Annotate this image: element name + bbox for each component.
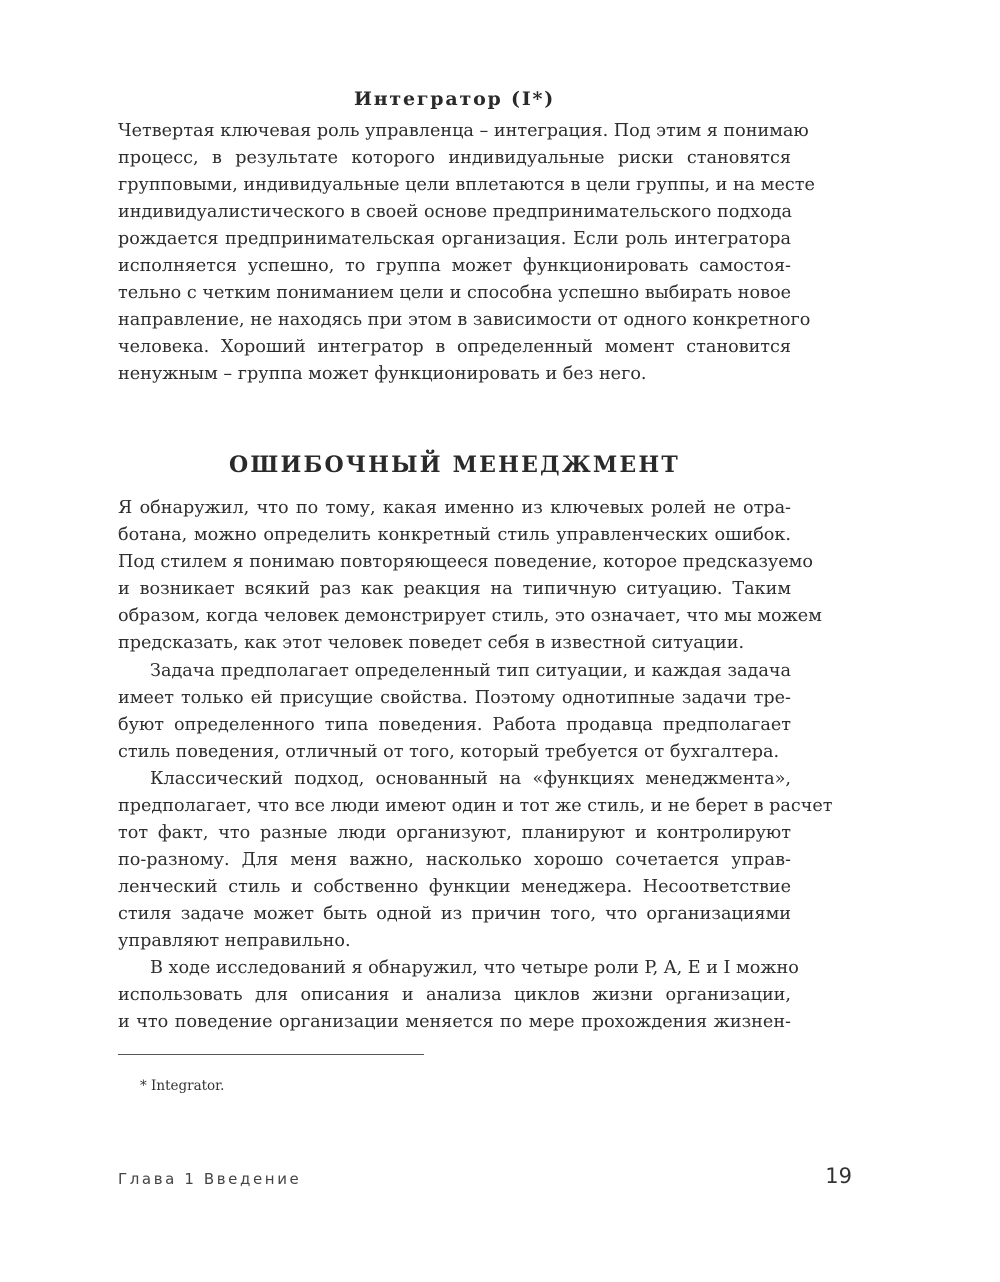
text-line: ботана, можно определить конкретный стиль управленческих ошибок. — [118, 525, 791, 545]
text-line: групповыми, индивидуальные цели вплетаются в цели группы, и на месте — [118, 175, 815, 195]
text-line: и возникает всякий раз как реакция на типичную ситуацию. Таким — [118, 579, 791, 599]
text-line: исполняется успешно, то группа может функционировать самостоя- — [118, 256, 791, 276]
page-number: 19 — [825, 1164, 852, 1188]
footnote-divider — [118, 1054, 424, 1055]
paragraph-3 — [118, 766, 833, 955]
text-line: Четвертая ключевая роль управленца – интеграция. Под этим я понимаю — [118, 121, 809, 141]
text-line: Я обнаружил, что по тому, какая именно из ключевых ролей не отра- — [118, 498, 791, 518]
text-line: индивидуалистического в своей основе предпринимательского подхода — [118, 202, 792, 222]
text-line: Классический подход, основанный на «функциях менеджмента», — [150, 769, 791, 789]
subsection-heading: Интегратор (I*) — [353, 88, 556, 110]
paragraph-1 — [118, 495, 822, 657]
text-line: ленческий стиль и собственно функции менеджера. Несоответствие — [118, 877, 791, 897]
text-line: рождается предпринимательская организация. Если роль интегратора — [118, 229, 791, 249]
integrator-paragraph — [118, 118, 815, 388]
text-line: процесс, в результате которого индивидуальные риски становятся — [118, 148, 791, 168]
text-line: предсказать, как этот человек поведет себя в известной ситуации. — [118, 633, 745, 653]
paragraph-2 — [118, 658, 791, 766]
footnote: * Integrator. — [140, 1078, 225, 1094]
paragraph-4 — [118, 955, 799, 1036]
text-line: человека. Хороший интегратор в определенный момент становится — [118, 337, 791, 357]
text-line: В ходе исследований я обнаружил, что четыре роли P, A, E и I можно — [150, 958, 799, 978]
text-line: имеет только ей присущие свойства. Поэтому однотипные задачи тре- — [118, 688, 791, 708]
text-line: управляют неправильно. — [118, 931, 351, 951]
text-line: по-разному. Для меня важно, насколько хорошо сочетается управ- — [118, 850, 791, 870]
text-line: стиля задаче может быть одной из причин того, что организациями — [118, 904, 791, 924]
text-line: предполагает, что все люди имеют один и тот же стиль, и не берет в расчет — [118, 796, 833, 816]
running-head: Глава 1 Введение — [118, 1170, 302, 1188]
text-line: буют определенного типа поведения. Работа продавца предполагает — [118, 715, 791, 735]
text-line: ненужным – группа может функционировать и без него. — [118, 364, 647, 384]
text-line: Задача предполагает определенный тип ситуации, и каждая задача — [150, 661, 791, 681]
text-line: тот факт, что разные люди организуют, планируют и контролируют — [118, 823, 791, 843]
text-line: направление, не находясь при этом в зависимости от одного конкретного — [118, 310, 811, 330]
text-line: и что поведение организации меняется по мере прохождения жизнен- — [118, 1012, 791, 1032]
text-line: образом, когда человек демонстрирует стиль, это означает, что мы можем — [118, 606, 822, 626]
text-line: тельно с четким пониманием цели и способна успешно выбирать новое — [118, 283, 791, 303]
text-line: Под стилем я понимаю повторяющееся поведение, которое предсказуемо — [118, 552, 813, 572]
text-line: стиль поведения, отличный от того, который требуется от бухгалтера. — [118, 742, 780, 762]
section-heading: ОШИБОЧНЫЙ МЕНЕДЖМЕНТ — [229, 452, 680, 478]
text-line: использовать для описания и анализа циклов жизни организации, — [118, 985, 791, 1005]
